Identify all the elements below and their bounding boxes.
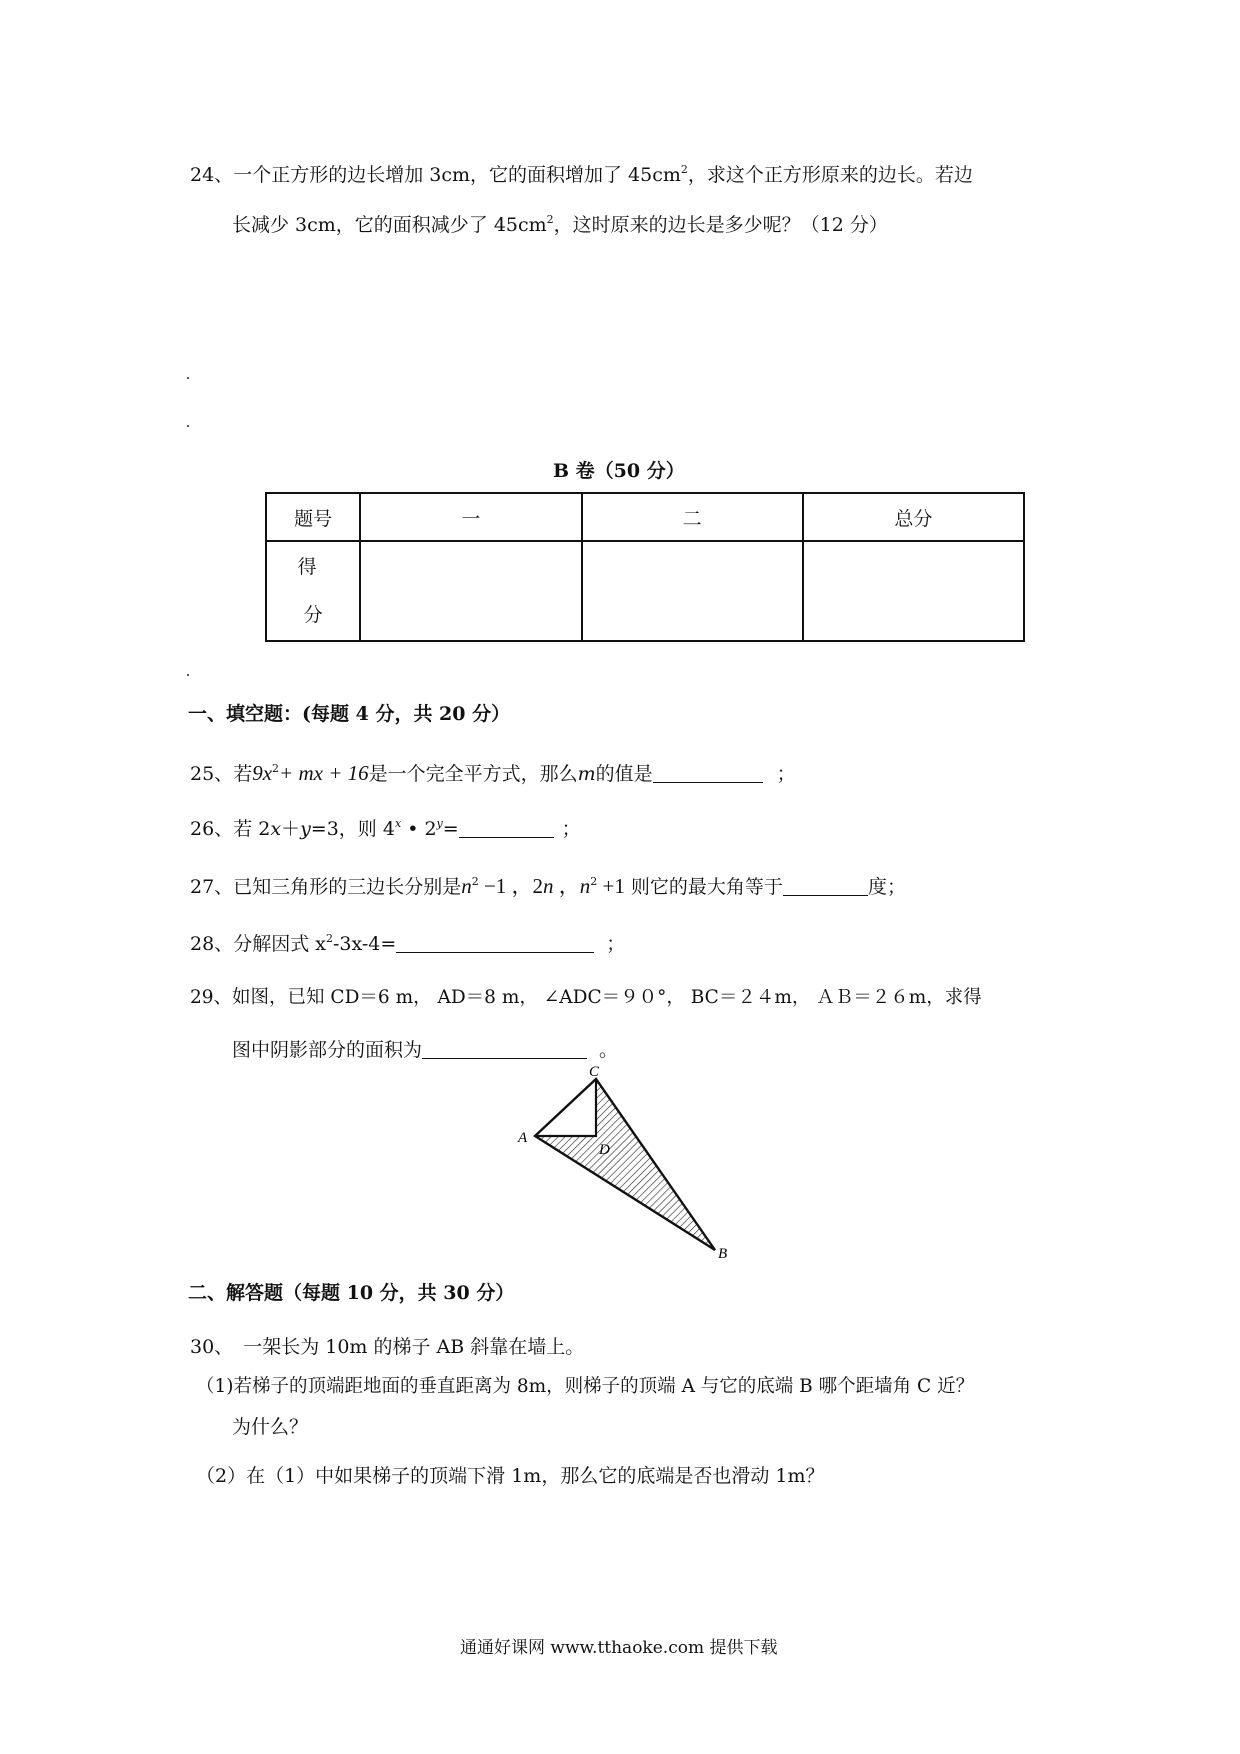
- scan-speck: [187, 674, 189, 676]
- q24-sup-1: 2: [680, 163, 688, 176]
- q26-text-b: ＋: [281, 818, 301, 840]
- score-cell-2[interactable]: [582, 541, 803, 641]
- shaded-region: [535, 1079, 715, 1250]
- label-b: B: [718, 1246, 728, 1260]
- q28-text-b: -3x-4=: [332, 933, 397, 955]
- triangle-figure: [500, 1060, 750, 1260]
- q25-sup: 2: [272, 762, 280, 775]
- score-cell-1[interactable]: [360, 541, 581, 641]
- q30-number: 30、: [190, 1336, 234, 1358]
- label-a: A: [518, 1130, 528, 1146]
- q24-line2: [232, 211, 888, 239]
- score-header-cell: 总分: [803, 493, 1024, 541]
- q25-answer-blank[interactable]: [653, 762, 763, 783]
- q25-line: [190, 759, 796, 788]
- q29-end: 。: [599, 1039, 619, 1061]
- q30-intro: 一架长为 10m 的梯子 AB 斜靠在墙上。: [243, 1336, 585, 1358]
- q27-number: 27、: [190, 876, 234, 898]
- section-b-title: B 卷（50 分）: [553, 460, 685, 482]
- label-c: C: [589, 1064, 600, 1080]
- q24-number: 24、: [190, 164, 234, 186]
- q24-line1: [190, 161, 973, 189]
- score-header-cell: 题号: [266, 493, 360, 541]
- q26-x: x: [270, 818, 282, 840]
- q29-number: 29、: [190, 987, 233, 1008]
- q26-answer-blank[interactable]: [459, 817, 554, 838]
- q27-n2: n: [543, 874, 554, 898]
- q24-text-1b: ，求这个正方形原来的边长。若边: [687, 164, 973, 186]
- q26-text-e: =: [442, 818, 459, 840]
- q26-sup2: y: [436, 817, 443, 830]
- q25-number: 25、: [190, 763, 234, 785]
- q24-text-2a: 长减少 3cm，它的面积减少了 45cm: [232, 214, 547, 236]
- q26-line: [190, 815, 581, 843]
- q28-answer-blank[interactable]: [396, 932, 594, 953]
- q25-prefix: 若: [233, 763, 253, 785]
- q26-y: y: [300, 818, 311, 840]
- score-header-cell: 二: [582, 493, 803, 541]
- q27-n3: n: [579, 874, 591, 898]
- q28-sup: 2: [325, 932, 333, 945]
- q25-suffix2: 的值是: [595, 763, 653, 785]
- q27-answer-blank[interactable]: [783, 875, 868, 896]
- score-row-label: [266, 541, 360, 641]
- label-d: D: [599, 1142, 610, 1158]
- q27-sup1: 2: [471, 875, 479, 888]
- q27-m2: ，: [553, 874, 580, 898]
- q30-sub2: （2）在（1）中如果梯子的顶端下滑 1m，那么它的底端是否也滑动 1m？: [196, 1465, 825, 1487]
- q29-answer-blank[interactable]: [422, 1038, 587, 1059]
- q25-math-9x: 9x: [252, 761, 273, 785]
- q26-text-a: 若 2: [233, 818, 271, 840]
- score-table: [265, 492, 1025, 642]
- q24-text-2b: ，这时原来的边长是多少呢？（12 分）: [553, 214, 888, 236]
- q27-text-a: 已知三角形的三边长分别是: [233, 876, 462, 898]
- q28-number: 28、: [190, 933, 234, 955]
- part1-heading: 一、填空题：(每题 4 分，共 20 分）: [188, 703, 511, 725]
- q29-text-1: 如图，已知 CD＝6 m， AD＝8 m， ∠ADC＝９０°， BC＝２４m， ＡＢ＝２６m，求得: [232, 987, 982, 1008]
- score-header-cell: 一: [360, 493, 581, 541]
- q26-sup1: x: [394, 817, 402, 830]
- q26-number: 26、: [190, 818, 234, 840]
- score-row-label-2: 分: [303, 604, 323, 626]
- q25-m: m: [577, 763, 596, 785]
- q28-line: [190, 930, 625, 958]
- q27-m3: +1: [597, 874, 625, 898]
- q27-line: [190, 872, 906, 901]
- footer-credit: 通通好课网 www.tthaoke.com 提供下载: [460, 1638, 778, 1658]
- part2-heading: 二、解答题（每题 10 分，共 30 分）: [188, 1282, 515, 1304]
- q25-end: ；: [776, 763, 796, 785]
- q26-end: ；: [561, 818, 581, 840]
- q27-sup3: 2: [590, 875, 598, 888]
- q27-n1: n: [461, 874, 472, 898]
- q26-text-d: • 2: [401, 818, 437, 840]
- score-table-score-row: [266, 541, 1024, 641]
- q27-text-b: 则它的最大角等于: [624, 876, 783, 898]
- score-cell-total[interactable]: [803, 541, 1024, 641]
- q24-sup-2: 2: [546, 213, 554, 226]
- q28-end: ；: [606, 933, 626, 955]
- q30-intro-line: [190, 1333, 584, 1361]
- score-row-label-1: 得: [297, 556, 317, 578]
- scan-speck: [187, 425, 189, 427]
- q25-math-rest: + mx + 16: [279, 761, 369, 785]
- q27-end: 度；: [867, 876, 906, 898]
- scan-speck: [187, 377, 189, 379]
- q25-suffix: 是一个完全平方式，那么: [368, 763, 578, 785]
- score-table-header-row: [266, 493, 1024, 541]
- q30-sub1-line2: 为什么？: [232, 1416, 309, 1438]
- q30-sub1-line1: （1)若梯子的顶端距地面的垂直距离为 8m，则梯子的顶端 A 与它的底端 B 哪个距墙角 C 近？: [196, 1376, 975, 1397]
- q24-text-1a: 一个正方形的边长增加 3cm，它的面积增加了 45cm: [233, 164, 681, 186]
- q27-m1: −1 ，2: [478, 874, 544, 898]
- q29-line1: [190, 984, 982, 1012]
- q29-text-2: 图中阴影部分的面积为: [232, 1039, 423, 1061]
- q28-text-a: 分解因式 x: [233, 933, 326, 955]
- q26-text-c: =3，则 4: [310, 818, 395, 840]
